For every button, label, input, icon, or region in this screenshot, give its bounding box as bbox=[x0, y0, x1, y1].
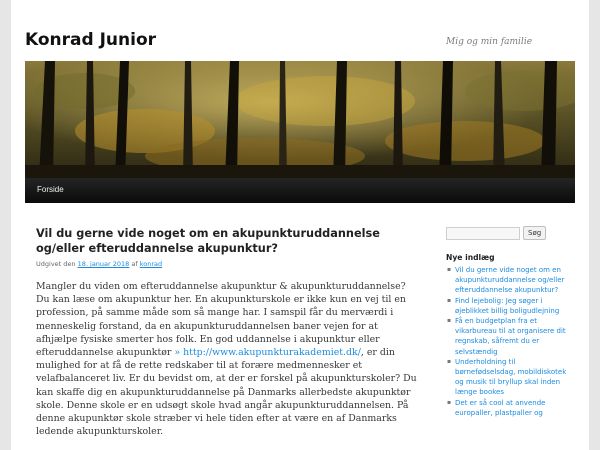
forest-header-picture bbox=[25, 61, 575, 178]
post-text-after-link: , er din mulighed for at få de rette redskaber til at forære medmennesker et velafbalanceret liv. Er du bevidst om, at der er forskel på akupunkturskoler? Du kan skaffe dig en akupunkturuddannelse på Danmarks allerbedste akupunktør skole. Denne skole er en udsøgt skole hvad angår akupunkturuddannelsen. På denne akupunktør skole stræber vi hele tiden efter at være en af Danmarks ledende akupunkturskoler. bbox=[36, 347, 417, 438]
recent-post-item bbox=[446, 316, 576, 357]
site-description: Mig og min familie bbox=[446, 37, 533, 47]
author-prefix: af bbox=[131, 260, 138, 268]
post-date-link[interactable]: 18. januar 2018 bbox=[77, 260, 130, 268]
search-button[interactable]: Søg bbox=[523, 226, 546, 240]
post-content bbox=[36, 280, 421, 438]
site-title[interactable]: Konrad Junior bbox=[25, 30, 157, 50]
recent-post-item bbox=[446, 296, 576, 316]
main-navigation bbox=[25, 178, 575, 203]
recent-post-link[interactable]: Vil du gerne vide noget om en akupunkturuddannelse og/eller efteruddannelse akupunktur? bbox=[455, 266, 565, 295]
recent-post-link[interactable]: Det er så cool at anvende europaller, plastpaller og bbox=[455, 398, 546, 417]
post-author-link[interactable]: konrad bbox=[139, 260, 163, 268]
nav-item-forside[interactable]: Forside bbox=[37, 185, 64, 194]
recent-post-link[interactable]: Find lejebolig: Jeg søger i øjeblikket billig boligudlejning bbox=[455, 296, 560, 315]
post-text-before-link: Mangler du viden om efteruddannelse akupunktur & akupunkturuddannelse? Du kan læse om akupunktur her. En akupunkturskole er ikke kun en vej til en profession, på samme måde som så mange har. I samspil får du merværdi i menneskelig forstand, da en akupunkturuddannelsen baner vejen for at afhjælpe fysiske smerter hos folk. En god uddannelse i akupunktur eller efteruddannelse akupunktør bbox=[36, 281, 406, 359]
main-content bbox=[36, 226, 421, 438]
recent-post-link[interactable]: Få en budgetplan fra et vikarbureau til at organisere dit regnskab, såfremt du er selvstændig bbox=[455, 317, 566, 356]
recent-posts-title: Nye indlæg bbox=[446, 253, 495, 262]
recent-post-item bbox=[446, 398, 576, 418]
search-input[interactable] bbox=[446, 227, 520, 240]
header-image bbox=[25, 61, 575, 178]
post-meta bbox=[36, 260, 421, 268]
recent-posts-list bbox=[446, 265, 576, 418]
akupunktur-link[interactable]: » http://www.akupunkturakademiet.dk/ bbox=[174, 347, 361, 359]
post-title[interactable]: Vil du gerne vide noget om en akupunkturuddannelse og/eller efteruddannelse akupunktur? bbox=[36, 227, 380, 255]
recent-post-item bbox=[446, 357, 576, 398]
recent-post-link[interactable]: Underholdning til børnefødselsdag, mobildiskotek og musik til bryllup skal inden længe bookes bbox=[455, 357, 567, 397]
posted-prefix: Udgivet den bbox=[36, 260, 76, 268]
recent-post-item bbox=[446, 265, 576, 296]
page bbox=[11, 0, 589, 450]
